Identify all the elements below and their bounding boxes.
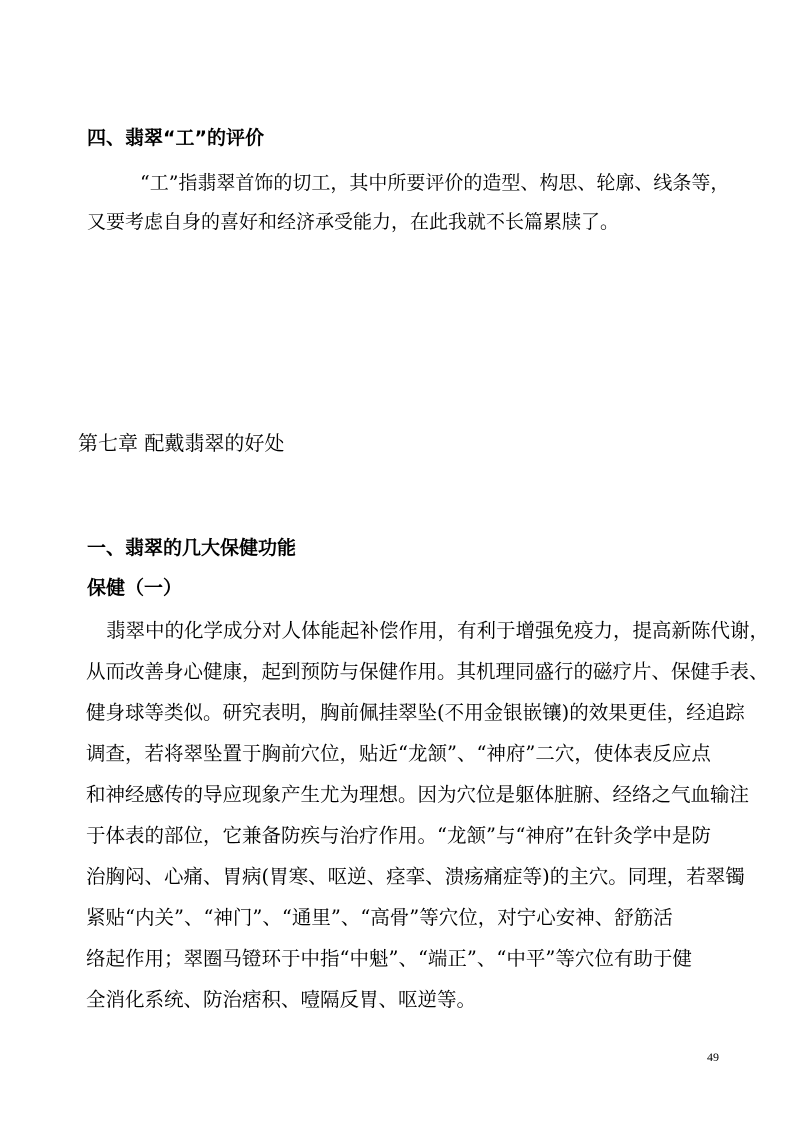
paragraph-line: 于体表的部位，它兼备防疾与治疗作用。“龙颔”与“神府”在针灸学中是防 — [86, 824, 711, 847]
paragraph-line: 紧贴“内关”、“神门”、“通里”、“高骨”等穴位，对宁心安神、舒筋活 — [86, 906, 673, 929]
chapter-title: 第七章 配戴翡翠的好处 — [78, 431, 285, 455]
page-number: 49 — [707, 1050, 719, 1064]
section-heading-health-functions: 一、翡翠的几大保健功能 — [87, 537, 297, 559]
paragraph-line: 从而改善身心健康，起到预防与保健作用。其机理同盛行的磁疗片、保健手表、 — [86, 660, 769, 683]
paragraph-line: 又要考虑自身的喜好和经济承受能力，在此我就不长篇累牍了。 — [87, 211, 620, 233]
paragraph-line: 翡翠中的化学成分对人体能起补偿作用，有利于增强免疫力，提高新陈代谢， — [106, 619, 770, 642]
paragraph-line: 和神经感传的导应现象产生尤为理想。因为穴位是躯体脏腑、经络之气血输注 — [86, 783, 750, 806]
paragraph-line: “工”指翡翠首饰的切工，其中所要评价的造型、构思、轮廓、线条等， — [140, 172, 730, 194]
paragraph-line: 全消化系统、防治痞积、噎隔反胃、呕逆等。 — [86, 988, 477, 1011]
section-heading-evaluation: 四、翡翠“工”的评价 — [87, 127, 264, 149]
paragraph-line: 络起作用；翠圈马镫环于中指“中魁”、“端正”、“中平”等穴位有助于健 — [86, 947, 692, 970]
paragraph-line: 治胸闷、心痛、胃病(胃寒、呕逆、痉挛、溃疡痛症等)的主穴。同理，若翠镯 — [86, 865, 745, 888]
paragraph-line: 健身球等类似。研究表明，胸前佩挂翠坠(不用金银嵌镶)的效果更佳，经追踪 — [86, 701, 745, 724]
paragraph-line: 调查，若将翠坠置于胸前穴位，贴近“龙颔”、“神府”二穴，使体表反应点 — [86, 742, 711, 765]
subsection-heading: 保健（一） — [87, 577, 183, 599]
